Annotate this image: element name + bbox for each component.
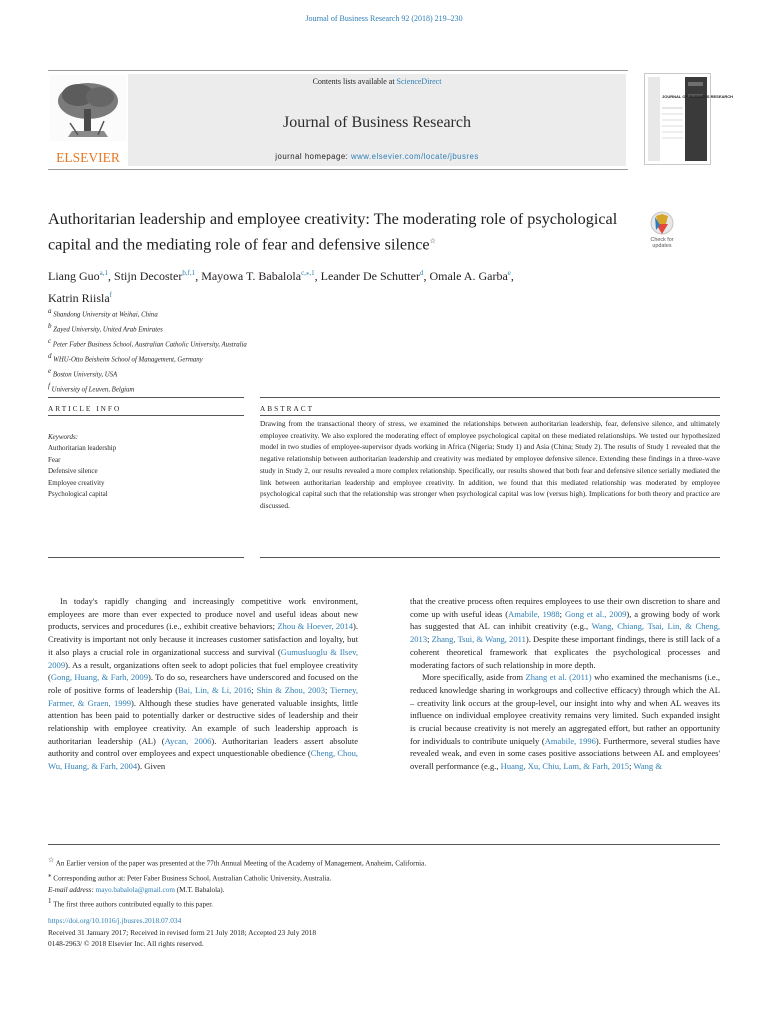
author-name[interactable]: Leander De Schutter — [320, 269, 420, 283]
abstract-heading: ABSTRACT — [260, 404, 315, 413]
footnote-text: The first three authors contributed equally to this paper. — [53, 900, 214, 909]
article-info-heading: ARTICLE INFO — [48, 404, 122, 413]
footnote-text: Corresponding author at: Peter Faber Business School, Australian Catholic University, Australia. — [53, 874, 332, 883]
citation-link[interactable]: Amabile, 1988 — [508, 608, 560, 619]
author-affiliation-mark[interactable]: e — [507, 269, 511, 277]
citation-link[interactable]: Shin & Zhou, 2003 — [256, 684, 325, 695]
doi-link[interactable]: https://doi.org/10.1016/j.jbusres.2018.07.034 — [48, 916, 182, 925]
keyword-item: Psychological capital — [48, 490, 108, 499]
affiliation-item — [48, 306, 247, 321]
author-separator: , — [510, 269, 514, 283]
body-text: ; — [559, 608, 565, 619]
article-info-top-rule — [48, 397, 244, 398]
footnote-star — [48, 855, 427, 870]
footnotes — [48, 855, 426, 911]
affiliation-item — [48, 366, 247, 381]
journal-masthead — [48, 70, 628, 170]
affiliation-text: Zayed University, United Arab Emirates — [53, 326, 163, 334]
affiliation-list — [48, 306, 247, 396]
received-dates: Received 31 January 2017; Received in revised form 21 July 2018; Accepted 23 July 2018 — [48, 927, 317, 937]
footnote-mark: 1 — [48, 897, 52, 906]
author-name[interactable]: Katrin Riisla — [48, 291, 110, 305]
keyword-item: Employee creativity — [48, 478, 105, 487]
body-text: ; — [324, 684, 331, 695]
citation-link[interactable]: Aycan, 2006 — [164, 735, 212, 746]
author-affiliation-mark[interactable]: a,1 — [99, 269, 109, 277]
masthead-band — [128, 74, 626, 166]
body-paragraph — [410, 671, 720, 773]
author-name[interactable]: Stijn Decoster — [114, 269, 183, 283]
article-info-bottom-rule — [48, 557, 244, 558]
body-text: ; — [629, 761, 634, 772]
crossmark-line2: updates — [652, 243, 672, 249]
author-name[interactable]: Omale A. Garba — [429, 269, 508, 283]
affiliation-text: Peter Faber Business School, Australian Catholic University, Australia — [52, 341, 247, 349]
body-text: who examined the mechanisms (i.e., reduced knowledge sharing in workgroups and collective efficacy) through which the AL – creativity link occurs at the group-level, our insight into why and when AL weaves its influence on individual employee creativity remains very limited. Such expanded insight is crucial because creativity is not merely an aggregated effort, but rather an opportunity for individuals to contribute uniquely ( — [410, 672, 721, 746]
author-name[interactable]: Mayowa T. Babalola — [201, 269, 302, 283]
citation-link[interactable]: Amabile, 1996 — [544, 735, 596, 746]
abstract-text: Drawing from the transactional theory of stress, we examined the relationships between authoritarian leadership, fear, defensive silence, and ultimately employee creativity. We also explored the moderating effect of employee psychological capital on these mediated relationships. We tested our hypothesized model in two studies of employee-supervisor dyads working in Africa (Nigeria; Study 1) and Asia (China; Study 2). The results of Study 1 revealed that the negative relationship between authoritarian leadership and creativity was mediated by employee defensive silence. Extending these findings in a three-wave study in Study 2, our results revealed a more complex relationship. Specifically, our results showed that both fear and defensive silence serially mediated the link between authoritarian leadership and employee creativity. In addition, we found that this mediated relationship was moderated by employee psychological capital such that the relationship was stronger when psychological capital was low (versus high). Implications for both theory and practice are discussed. — [260, 419, 720, 510]
footnote-text: An Earlier version of the paper was presented at the 77th Annual Meeting of the Academy of Management, Anaheim, California. — [55, 859, 427, 868]
email-label: E-mail address: — [48, 885, 94, 894]
author-affiliation-mark[interactable]: b,f,1 — [182, 269, 196, 277]
body-text: ). Given — [137, 761, 166, 772]
author-list — [48, 264, 648, 308]
keyword-item: Authoritarian leadership — [48, 444, 117, 453]
citation-link[interactable]: Wang & — [633, 761, 662, 772]
email-suffix: (M.T. Babalola). — [174, 885, 225, 894]
affiliation-key: a — [48, 307, 52, 315]
body-text: ). Authoritarian leaders assert absolute authority and control over employees and expect unquestionable obedience ( — [48, 735, 358, 759]
body-text: ). Furthermore, several studies have revealed weak, and even in some cases positive associations between AL and employees' overall performance (e.g., — [410, 735, 720, 772]
journal-citation[interactable]: Journal of Business Research 92 (2018) 219–230 — [305, 14, 463, 23]
footnote-email — [48, 885, 426, 897]
elsevier-tree-logo — [48, 71, 128, 167]
author-separator: , — [314, 269, 321, 283]
author-separator: , — [423, 269, 430, 283]
keyword-item: Defensive silence — [48, 467, 98, 476]
citation-link[interactable]: Gong et al., 2009 — [564, 608, 627, 619]
body-text: In today's rapidly changing and increasingly competitive work environment, employees are more than ever expected to produce novel and useful ideas about new products, services and procedures (i.e., exhibit creative behaviors; — [48, 596, 358, 632]
body-text: ; — [251, 684, 257, 695]
affiliation-key: d — [48, 352, 52, 361]
footnote-rule — [48, 844, 720, 845]
keywords-block — [48, 432, 116, 500]
body-text: ), a growing body of work has suggested that AL can inhibit creativity (e.g., — [410, 608, 720, 632]
citation-link[interactable]: Zhou & Hoever, 2014 — [277, 621, 354, 632]
body-text: ). Despite these important findings, there is still lack of a coherent theoretical framework that explicates the psychological processes and moderating factors of such relationship in more depth. — [410, 634, 721, 670]
citation-link[interactable]: Bai, Lin, & Li, 2016 — [178, 684, 252, 695]
publication-info — [48, 915, 316, 950]
crossmark-line1: Check for — [650, 237, 674, 243]
citation-link[interactable]: Gong, Huang, & Farh, 2009 — [50, 672, 148, 683]
author-affiliation-mark[interactable]: f — [109, 291, 113, 299]
body-text: ; — [427, 634, 432, 645]
body-column-left — [48, 595, 358, 773]
body-column-right — [410, 595, 720, 773]
affiliation-text: Boston University, USA — [52, 371, 118, 379]
citation-link[interactable]: Zhang, Tsui, & Wang, 2011 — [431, 634, 526, 645]
check-for-updates-icon[interactable] — [644, 210, 680, 250]
title-footnote-mark[interactable]: ☆ — [429, 237, 436, 245]
abstract-top-rule — [260, 397, 720, 398]
author-separator: , — [195, 269, 202, 283]
author-name[interactable]: Liang Guo — [48, 269, 100, 283]
homepage-link[interactable]: www.elsevier.com/locate/jbusres — [351, 152, 479, 161]
affiliation-item — [48, 336, 247, 351]
contents-line — [128, 77, 626, 86]
citation-link[interactable]: Zhang et al. (2011) — [525, 672, 592, 683]
body-paragraph — [48, 595, 358, 773]
footnote-mark: ⁎ — [48, 870, 52, 879]
keyword-item: Fear — [48, 455, 61, 464]
elsevier-wordmark: ELSEVIER — [56, 150, 120, 165]
author-affiliation-mark[interactable]: d — [419, 269, 424, 277]
copyright: 0148-2963/ © 2018 Elsevier Inc. All rights reserved. — [48, 939, 204, 948]
keywords-label: Keywords: — [48, 433, 79, 441]
body-text: ). As a result, organizations often seek to adopt policies that fuel employee creativity ( — [48, 659, 358, 683]
affiliation-key: b — [48, 322, 52, 331]
citation-link[interactable]: Wang, Chiang, Tsai, Lin, & Cheng, 2013 — [410, 621, 720, 645]
affiliation-item — [48, 321, 247, 336]
journal-name: Journal of Business Research — [283, 114, 471, 131]
affiliation-text: University of Leuven, Belgium — [51, 386, 135, 394]
body-text: ). Creativity is important not only because it increases customer satisfaction and loyalty, but it also plays a crucial role in organizational success and survival ( — [48, 621, 358, 657]
article-title — [48, 208, 628, 255]
author-affiliation-mark[interactable]: c,⁎,1 — [301, 269, 315, 277]
journal-cover-thumbnail[interactable] — [644, 73, 734, 165]
body-text: ). Although these studies have generated valuable insights, little attention has been paid to potentially darker or destructive sides of leadership and their relationship with employee creativity. An example of such leadership approach is authoritarian leadership (AL) ( — [48, 697, 358, 746]
body-paragraph — [410, 595, 720, 671]
citation-link[interactable]: Huang, Xu, Chiu, Lam, & Farh, 2015 — [500, 761, 630, 772]
article-title-text: Authoritarian leadership and employee creativity: The moderating role of psychological capital and the mediating role of fear and defensive silence — [48, 210, 618, 254]
affiliation-text: Shandong University at Weihai, China — [53, 311, 158, 319]
sciencedirect-link[interactable]: ScienceDirect — [396, 77, 442, 86]
cover-title: JOURNAL OF BUSINESS RESEARCH — [662, 94, 734, 99]
affiliation-key: e — [48, 367, 52, 376]
email-link[interactable]: mayo.babalola@gmail.com — [95, 885, 175, 894]
affiliation-key: f — [48, 382, 50, 391]
contents-prefix: Contents lists available at — [312, 77, 397, 86]
citation-link[interactable]: Gumusluoglu & Ilsev, 2009 — [48, 646, 358, 670]
footnote-mark: ☆ — [48, 856, 55, 864]
affiliation-item — [48, 381, 247, 396]
abstract-bottom-rule — [260, 557, 720, 558]
affiliation-key: c — [48, 337, 52, 346]
citation-link[interactable]: Tierney, Farmer, & Graen, 1999 — [48, 684, 358, 708]
homepage-line — [128, 152, 626, 161]
author-separator: , — [108, 269, 115, 283]
body-text: ). To do so, researchers have underscored and focused on the role of positive forms of leadership ( — [48, 672, 358, 695]
citation-link[interactable]: Cheng, Chou, Wu, Huang, & Farh, 2004 — [48, 748, 358, 772]
footnote-one — [48, 896, 426, 911]
affiliation-item — [48, 351, 247, 366]
affiliation-text: WHU-Otto Beisheim School of Management, Germany — [53, 356, 203, 364]
homepage-prefix: journal homepage: — [275, 152, 352, 161]
body-text: that the creative process often requires employees to use their own discretion to share and come up with useful ideas ( — [410, 596, 720, 619]
body-text: More specifically, aside from — [422, 672, 526, 683]
footnote-corresponding — [48, 870, 426, 885]
